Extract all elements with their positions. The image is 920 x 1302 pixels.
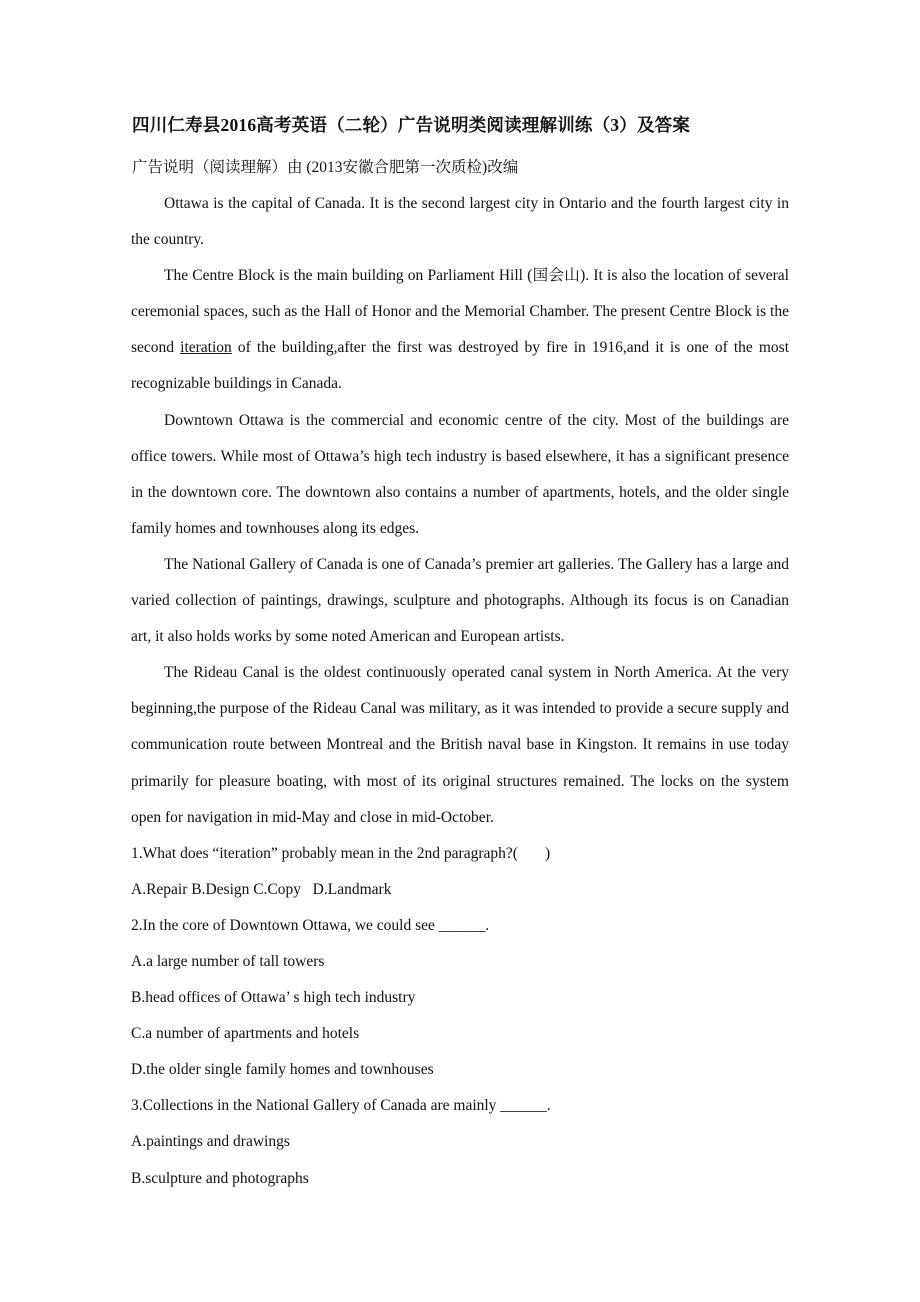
- question-1: 1.What does “iteration” probably mean in the 2nd paragraph?( ): [131, 844, 551, 862]
- question-1-options: A.Repair B.Design C.Copy D.Landmark: [131, 880, 392, 898]
- document-subtitle: 广告说明（阅读理解）由 (2013安徽合肥第一次质检)改编: [132, 159, 519, 176]
- paragraph-centre-block-text-1: The Centre Block is the main building on Parliament Hill (国会山). It is also the location of several ceremonial spaces, such as the Hall of Honor and the Memorial Chamber. The present Centre Block is the second: [131, 267, 789, 357]
- question-3-option-b: B.sculpture and photographs: [131, 1169, 309, 1187]
- underlined-word-iteration: iteration: [180, 339, 232, 357]
- document-body: [131, 186, 789, 1197]
- question-2-option-a: A.a large number of tall towers: [131, 952, 325, 970]
- document-title: 四川仁寿县2016高考英语（二轮）广告说明类阅读理解训练（3）及答案: [132, 115, 691, 135]
- paragraph-ottawa: Ottawa is the capital of Canada. It is the second largest city in Ontario and the fourth largest city in the country.: [131, 195, 789, 249]
- question-3: 3.Collections in the National Gallery of Canada are mainly ______.: [131, 1097, 551, 1115]
- paragraph-downtown: Downtown Ottawa is the commercial and economic centre of the city. Most of the buildings are office towers. While most of Ottawa’s high tech industry is based elsewhere, it has a significant presence in the downtown core. The downtown also contains a number of apartments, hotels, and the older single family homes and townhouses along its edges.: [131, 411, 789, 537]
- paragraph-centre-block-text-2: of the building,after the first was destroyed by fire in 1916,and it is one of the most recognizable buildings in Canada.: [131, 339, 789, 393]
- paragraph-rideau-canal: The Rideau Canal is the oldest continuously operated canal system in North America. At the very beginning,the purpose of the Rideau Canal was military, as it was intended to provide a secure supply and communication route between Montreal and the British naval base in Kingston. It remains in use today primarily for pleasure boating, with most of its original structures remained. The locks on the system open for navigation in mid-May and close in mid-October.: [131, 664, 789, 826]
- question-2-option-b: B.head offices of Ottawa’ s high tech industry: [131, 989, 416, 1007]
- question-2-option-d: D.the older single family homes and townhouses: [131, 1061, 434, 1079]
- question-2-option-c: C.a number of apartments and hotels: [131, 1025, 360, 1043]
- paragraph-national-gallery: The National Gallery of Canada is one of Canada’s premier art galleries. The Gallery has a large and varied collection of paintings, drawings, sculpture and photographs. Although its focus is on Canadian art, it also holds works by some noted American and European artists.: [131, 555, 789, 646]
- question-3-option-a: A.paintings and drawings: [131, 1133, 290, 1151]
- question-2: 2.In the core of Downtown Ottawa, we could see ______.: [131, 916, 490, 934]
- paragraph-centre-block: [131, 258, 789, 402]
